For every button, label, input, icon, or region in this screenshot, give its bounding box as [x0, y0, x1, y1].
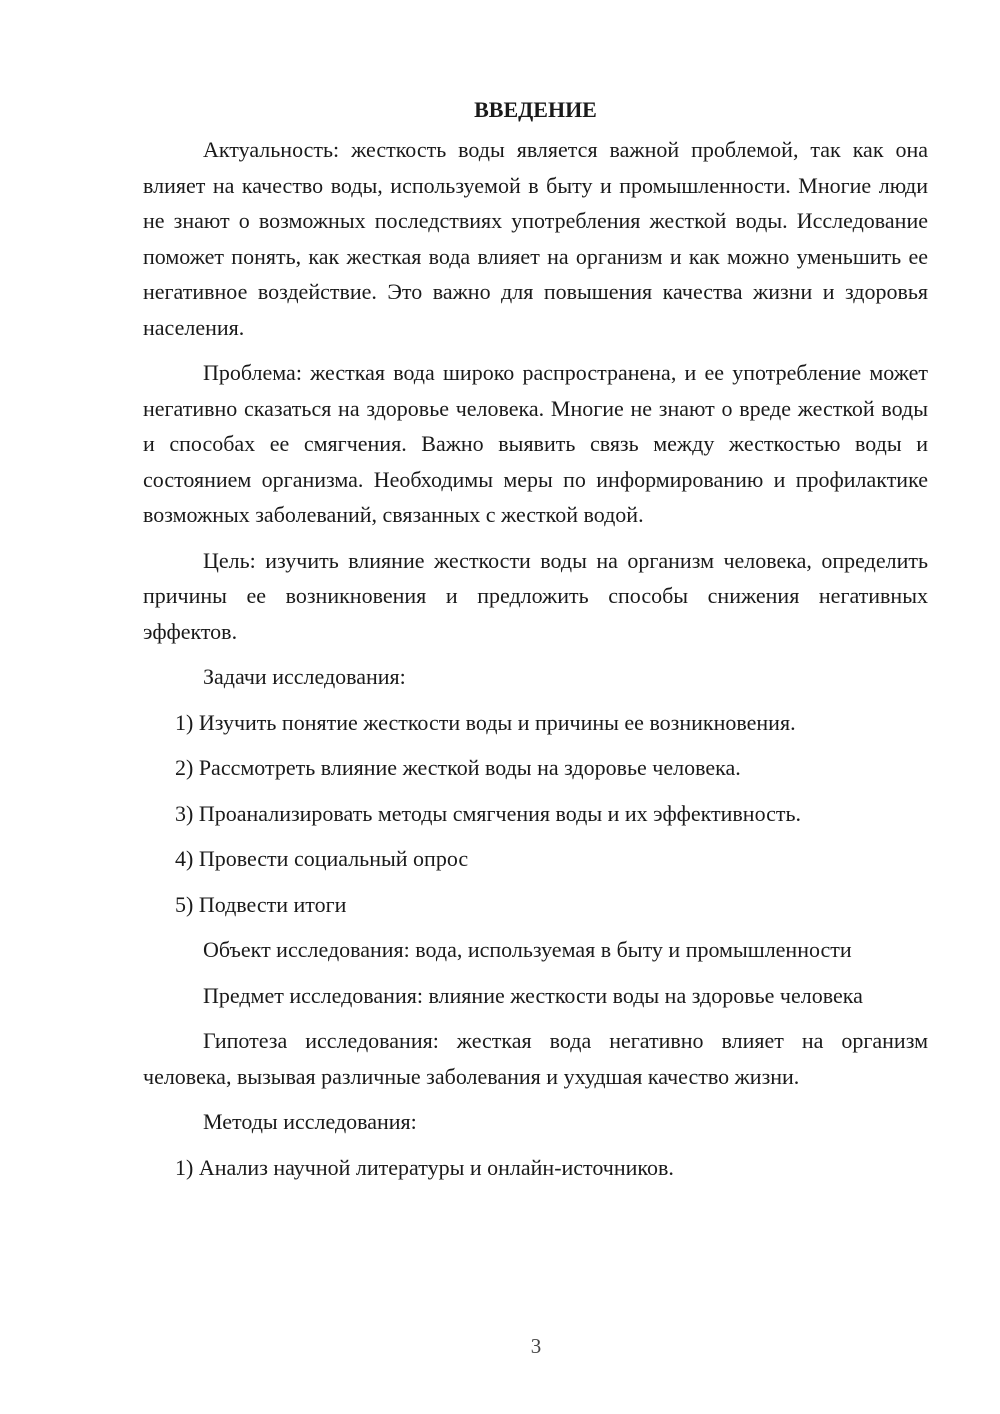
page-content	[143, 96, 928, 1195]
tasks-label: Задачи исследования:	[203, 664, 406, 689]
methods-list	[143, 1150, 928, 1186]
relevance-paragraph: Актуальность: жесткость воды является важной проблемой, так как она влияет на качество воды, используемой в быту и промышленности. Многие люди не знают о возможных последствиях употребления жесткой воды. Исследование поможет понять, как жесткая вода влияет на организм и как можно уменьшить ее негативное воздействие. Это важно для повышения качества жизни и здоровья населения.	[143, 137, 928, 340]
task-item: 1) Изучить понятие жесткости воды и причины ее возникновения.	[175, 709, 796, 735]
task-item: 2) Рассмотреть влияние жесткой воды на здоровье человека.	[175, 755, 741, 780]
methods-label: Методы исследования:	[203, 1109, 417, 1134]
task-item: 5) Подвести итоги	[175, 891, 347, 917]
subject-paragraph: Предмет исследования: влияние жесткости воды на здоровье человека	[203, 982, 863, 1008]
problem-paragraph: Проблема: жесткая вода широко распространена, и ее употребление может негативно сказаться на здоровье человека. Многие не знают о вреде жесткой воды и способах ее смягчения. Важно выявить связь между жесткостью воды и состоянием организма. Необходимы меры по информированию и профилактике возможных заболеваний, связанных с жесткой водой.	[143, 360, 928, 527]
goal-paragraph: Цель: изучить влияние жесткости воды на организм человека, определить причины ее возникновения и предложить способы снижения негативных эффектов.	[143, 547, 928, 644]
section-title: ВВЕДЕНИЕ	[474, 97, 597, 122]
page-number: 3	[530, 1334, 542, 1358]
task-item: 4) Провести социальный опрос	[175, 846, 469, 871]
tasks-list	[143, 705, 928, 923]
hypothesis-paragraph: Гипотеза исследования: жесткая вода негативно влияет на организм человека, вызывая различные заболевания и ухудшая качество жизни.	[143, 1028, 928, 1089]
object-paragraph: Объект исследования: вода, используемая в быту и промышленности	[203, 937, 852, 962]
task-item: 3) Проанализировать методы смягчения воды и их эффективность.	[175, 800, 802, 826]
method-item: 1) Анализ научной литературы и онлайн-источников.	[175, 1154, 674, 1180]
